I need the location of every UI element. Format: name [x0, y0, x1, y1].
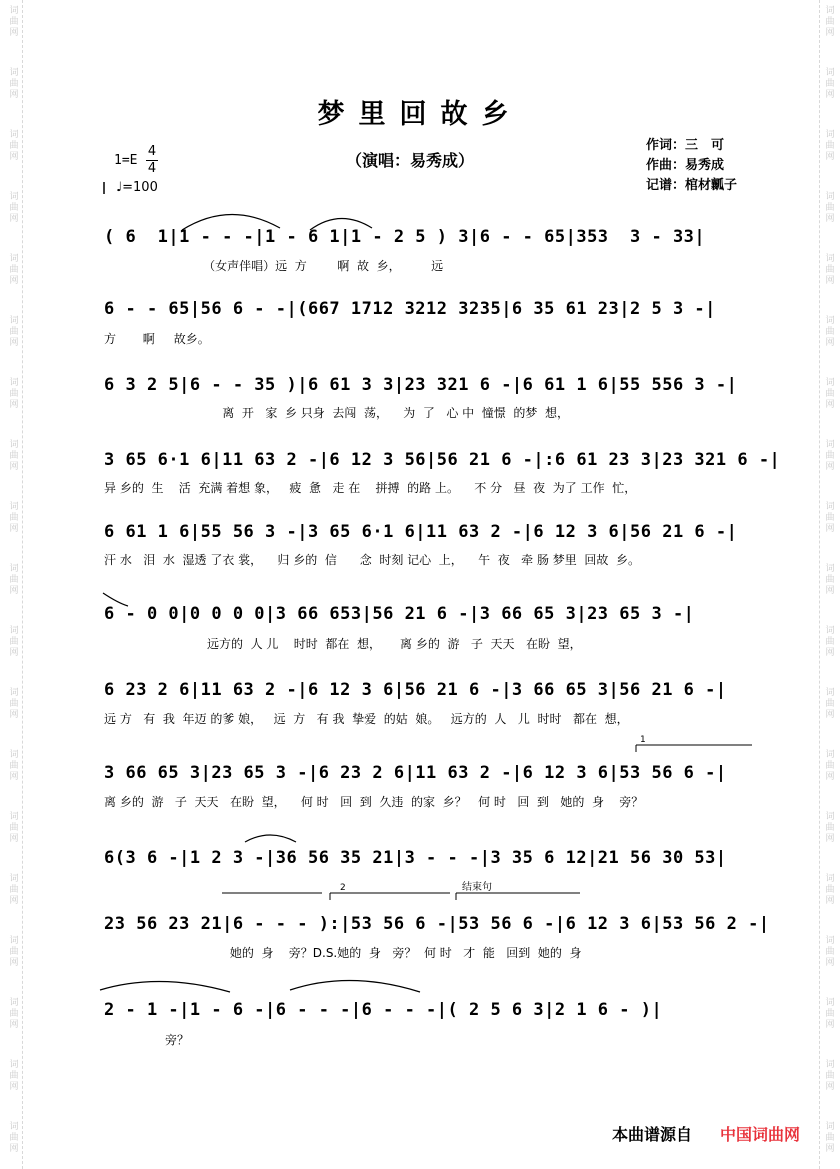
note-row-2: 6 - - 65|56 6 - -|(667 1712 3212 3235|6 35 61 23|2 5 3 -| — [104, 299, 716, 319]
time-signature-bottom: 4 — [147, 161, 157, 176]
watermark-glyph: 网 — [825, 462, 835, 472]
watermark-glyph: 曲 — [825, 637, 835, 647]
watermark-glyph: 词 — [825, 1122, 835, 1132]
watermark-glyph: 词 — [9, 1060, 19, 1070]
watermark-glyph: 网 — [9, 896, 19, 906]
watermark-glyph: 网 — [9, 1020, 19, 1030]
watermark-glyph: 曲 — [825, 885, 835, 895]
watermark-glyph: 网 — [825, 648, 835, 658]
watermark-glyph: 词 — [825, 936, 835, 946]
tie-arc — [100, 981, 230, 992]
watermark-glyph: 网 — [9, 648, 19, 658]
watermark-glyph: 曲 — [9, 141, 19, 151]
lyric-row-10: 她的 身 旁？D.S.她的 身 旁？ 何 时 才 能 回到 她的 身 — [104, 946, 582, 960]
watermark-glyph: 词 — [825, 1060, 835, 1070]
note-row-9: 6(3 6 -|1 2 3 -|36 56 35 21|3 - - -|3 35 6 12|21 56 30 53| — [104, 848, 727, 868]
watermark-glyph: 词 — [9, 750, 19, 760]
watermark-glyph: 网 — [825, 834, 835, 844]
watermark-glyph: 网 — [825, 338, 835, 348]
watermark-glyph: 网 — [9, 338, 19, 348]
watermark-glyph: 曲 — [9, 451, 19, 461]
composer-credit: 作曲：易秀成 — [646, 158, 725, 173]
watermark-glyph: 网 — [825, 1020, 835, 1030]
watermark-glyph: 曲 — [9, 389, 19, 399]
watermark-glyph: 曲 — [825, 1133, 835, 1143]
watermark-glyph: 网 — [825, 28, 835, 38]
watermark-glyph: 曲 — [9, 637, 19, 647]
watermark-glyph: 词 — [825, 68, 835, 78]
watermark-glyph: 词 — [9, 688, 19, 698]
watermark-glyph: 网 — [9, 1082, 19, 1092]
watermark-glyph: 词 — [825, 378, 835, 388]
lyric-row-8: 离 乡的 游 子 天天 在盼 望， 何 时 回 到 久违 的家 乡？ 何 时 回 到 她的 身 旁？ — [104, 795, 644, 809]
watermark-glyph: 网 — [9, 958, 19, 968]
time-signature-top: 4 — [147, 144, 157, 159]
watermark-glyph: 曲 — [9, 947, 19, 957]
watermark-glyph: 网 — [9, 28, 19, 38]
watermark-glyph: 网 — [825, 214, 835, 224]
watermark-glyph: 曲 — [825, 1009, 835, 1019]
watermark-glyph: 词 — [825, 812, 835, 822]
watermark-glyph: 词 — [9, 874, 19, 884]
watermark-glyph: 词 — [825, 440, 835, 450]
note-row-5: 6 61 1 6|55 56 3 -|3 65 6·1 6|11 63 2 -|6 12 3 6|56 21 6 -| — [104, 522, 738, 542]
watermark-glyph: 曲 — [825, 265, 835, 275]
key-signature: 1=E — [114, 153, 138, 168]
brand-link[interactable]: 中国词曲网 — [720, 1125, 801, 1144]
watermark-glyph: 词 — [825, 192, 835, 202]
watermark-glyph: 词 — [825, 254, 835, 264]
watermark-glyph: 曲 — [825, 79, 835, 89]
watermark-glyph: 曲 — [9, 327, 19, 337]
watermark-glyph: 词 — [9, 378, 19, 388]
tie-arc — [182, 214, 280, 230]
watermark-glyph: 词 — [9, 440, 19, 450]
watermark-glyph: 曲 — [9, 575, 19, 585]
watermark-glyph: 网 — [825, 896, 835, 906]
watermark-glyph: 网 — [825, 400, 835, 410]
volta-label-second: 2 — [340, 883, 346, 893]
watermark-glyph: 曲 — [9, 513, 19, 523]
watermark-glyph: 词 — [825, 130, 835, 140]
watermark-glyph: 曲 — [9, 699, 19, 709]
watermark-glyph: 曲 — [825, 203, 835, 213]
watermark-glyph: 网 — [825, 958, 835, 968]
watermark-glyph: 词 — [825, 626, 835, 636]
watermark-glyph: 词 — [825, 316, 835, 326]
watermark-glyph: 网 — [825, 276, 835, 286]
watermark-glyph: 网 — [9, 152, 19, 162]
watermark-glyph: 词 — [9, 1122, 19, 1132]
watermark-glyph: 词 — [9, 626, 19, 636]
watermark-glyph: 曲 — [825, 451, 835, 461]
watermark-glyph: 曲 — [9, 17, 19, 27]
tie-arc — [103, 593, 128, 606]
tie-arc — [290, 980, 420, 992]
watermark-glyph: 网 — [825, 90, 835, 100]
watermark-glyph: 词 — [9, 316, 19, 326]
song-title: 梦里回故乡 — [317, 99, 523, 130]
watermark-glyph: 网 — [9, 586, 19, 596]
watermark-glyph: 网 — [9, 462, 19, 472]
volta-label-first: 1 — [640, 735, 646, 745]
watermark-glyph: 词 — [825, 564, 835, 574]
watermark-glyph: 曲 — [825, 17, 835, 27]
watermark-glyph: 曲 — [9, 885, 19, 895]
watermark-glyph: 网 — [825, 524, 835, 534]
watermark-glyph: 网 — [9, 400, 19, 410]
watermark-glyph: 网 — [825, 1082, 835, 1092]
watermark-glyph: 网 — [9, 710, 19, 720]
watermark-glyph: 词 — [9, 6, 19, 16]
watermark-glyph: 曲 — [825, 141, 835, 151]
watermark-glyph: 曲 — [9, 1009, 19, 1019]
watermark-glyph: 曲 — [825, 699, 835, 709]
lyric-row-3: 离 开 家 乡 只身 去闯 荡， 为 了 心 中 憧憬 的梦 想， — [104, 406, 570, 420]
volta-label-ending: 结束句 — [462, 882, 492, 893]
watermark-glyph: 曲 — [825, 575, 835, 585]
lyric-row-6: 远方的 人 儿 时时 都在 想， 离 乡的 游 子 天天 在盼 望， — [104, 637, 582, 651]
watermark-glyph: 网 — [9, 834, 19, 844]
watermark-glyph: 曲 — [9, 265, 19, 275]
watermark-glyph: 词 — [9, 936, 19, 946]
watermark-glyph: 网 — [9, 524, 19, 534]
source-label: 本曲谱源自 — [612, 1125, 693, 1144]
watermark-glyph: 曲 — [9, 823, 19, 833]
watermark-glyph: 网 — [825, 710, 835, 720]
watermark-glyph: 词 — [9, 254, 19, 264]
watermark-glyph: 网 — [825, 1144, 835, 1154]
watermark-glyph: 曲 — [825, 947, 835, 957]
watermark-glyph: 曲 — [825, 1071, 835, 1081]
watermark-glyph: 词 — [825, 998, 835, 1008]
watermark-glyph: 曲 — [9, 761, 19, 771]
lyric-row-11: 旁？ — [104, 1033, 190, 1047]
watermark-glyph: 曲 — [825, 513, 835, 523]
watermark-glyph: 网 — [9, 214, 19, 224]
note-row-6: 6 - 0 0|0 0 0 0|3 66 653|56 21 6 -|3 66 65 3|23 65 3 -| — [104, 604, 695, 624]
note-row-4: 3 65 6·1 6|11 63 2 -|6 12 3 56|56 21 6 -|:6 61 23 3|23 321 6 -| — [104, 450, 781, 470]
watermark-glyph: 词 — [825, 502, 835, 512]
watermark-glyph: 曲 — [9, 79, 19, 89]
watermark-glyph: 曲 — [825, 823, 835, 833]
singer-credit: （演唱：易秀成） — [346, 151, 475, 170]
watermark-glyph: 词 — [825, 688, 835, 698]
watermark-glyph: 词 — [825, 6, 835, 16]
lyric-row-5: 汗 水 泪 水 湿透 了衣 裳， 归 乡的 信 念 时刻 记心 上， 午 夜 牵 肠 梦里 回故 乡。 — [104, 553, 641, 567]
watermark-glyph: 词 — [9, 68, 19, 78]
watermark-glyph: 曲 — [825, 761, 835, 771]
watermark-glyph: 词 — [9, 564, 19, 574]
watermark-glyph: 词 — [825, 750, 835, 760]
note-row-1: ( 6 1|1 - - -|1 - 6 1|1 - 2 5 ) 3|6 - - 65|353 3 - 33| — [104, 227, 706, 247]
watermark-glyph: 网 — [9, 276, 19, 286]
watermark-glyph: 词 — [9, 502, 19, 512]
watermark-glyph: 网 — [9, 1144, 19, 1154]
tie-arc — [245, 835, 296, 842]
watermark-glyph: 词 — [9, 812, 19, 822]
tie-arc — [310, 218, 372, 230]
lyric-row-2: 方 啊 故乡。 — [104, 332, 210, 346]
note-row-7: 6 23 2 6|11 63 2 -|6 12 3 6|56 21 6 -|3 66 65 3|56 21 6 -| — [104, 680, 727, 700]
watermark-glyph: 曲 — [9, 1133, 19, 1143]
note-row-10: 23 56 23 21|6 - - - ):|53 56 6 -|53 56 6 -|6 12 3 6|53 56 2 -| — [104, 914, 770, 934]
lyric-row-1: （女声伴唱）远 方 啊 故 乡， 远 — [104, 259, 444, 273]
watermark-glyph: 网 — [825, 586, 835, 596]
watermark-glyph: 词 — [9, 998, 19, 1008]
watermark-glyph: 曲 — [9, 1071, 19, 1081]
lyric-row-4: 异 乡的 生 活 充满 着想 象， 疲 惫 走 在 拼搏 的路 上。 不 分 昼 夜 为了 工作 忙， — [104, 481, 637, 495]
watermark-glyph: 网 — [825, 772, 835, 782]
watermark-glyph: 词 — [9, 130, 19, 140]
watermark-glyph: 网 — [9, 772, 19, 782]
watermark-glyph: 曲 — [825, 389, 835, 399]
watermark-glyph: 曲 — [9, 203, 19, 213]
lyricist-credit: 作词：三 可 — [646, 138, 725, 153]
note-row-11: 2 - 1 -|1 - 6 -|6 - - -|6 - - -|( 2 5 6 3|2 1 6 - )| — [104, 1000, 663, 1020]
watermark-glyph: 网 — [825, 152, 835, 162]
note-row-3: 6 3 2 5|6 - - 35 )|6 61 3 3|23 321 6 -|6 61 1 6|55 556 3 -| — [104, 375, 738, 395]
watermark-glyph: 词 — [825, 874, 835, 884]
watermark-glyph: 网 — [9, 90, 19, 100]
transcriber-credit: 记谱：棺材瓤子 — [646, 178, 738, 193]
tempo-marking: ♩=100 — [116, 180, 158, 195]
watermark-glyph: 曲 — [825, 327, 835, 337]
watermark-glyph: 词 — [9, 192, 19, 202]
lyric-row-7: 远 方 有 我 年迈 的爹 娘， 远 方 有 我 挚爱 的姑 娘。 远方的 人 儿 时时 都在 想， — [104, 712, 629, 726]
note-row-8: 3 66 65 3|23 65 3 -|6 23 2 6|11 63 2 -|6 12 3 6|53 56 6 -| — [104, 763, 727, 783]
